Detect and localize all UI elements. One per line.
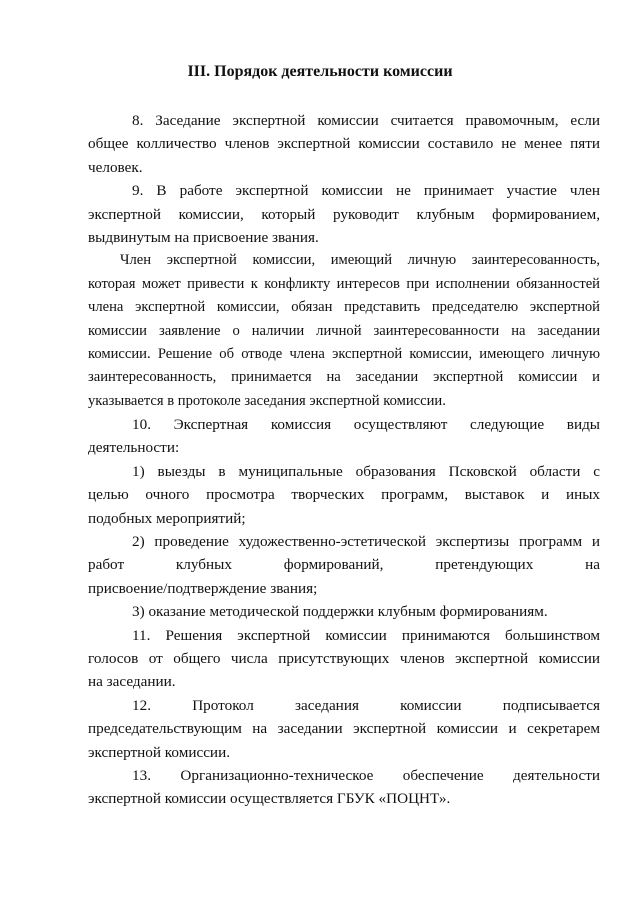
text-line: 12. Протокол заседания комиссии подписывается — [132, 696, 600, 714]
text-line: которая может привести к конфликту интересов при исполнении обязанностей — [88, 275, 600, 292]
text-line: 3) оказание методической поддержки клубным формированиям. — [132, 603, 548, 621]
text-line: 9. В работе экспертной комиссии не принимает участие член — [132, 182, 600, 200]
text-line: деятельности: — [88, 439, 180, 457]
text-line: присвоение/подтверждение звания; — [88, 579, 318, 597]
text-line: комиссии заявление о наличии личной заинтересованности на заседании — [88, 322, 600, 339]
text-line: целью очного просмотра творческих программ, выставок и иных — [88, 486, 600, 504]
text-line: 8. Заседание экспертной комиссии считается правомочным, если — [132, 112, 600, 129]
section-title: III. Порядок деятельности комиссии — [187, 63, 453, 80]
text-line: члена экспертной комиссии, обязан представить председателю экспертной — [88, 299, 600, 316]
text-line: экспертной комиссии, который руководит клубным формированием, — [88, 205, 600, 223]
text-line: 10. Экспертная комиссия осуществляют следующие виды — [132, 416, 600, 434]
text-line: подобных мероприятий; — [88, 509, 246, 527]
text-line: работ клубных формирований, претендующих на — [88, 556, 600, 574]
text-line: 11. Решения экспертной комиссии принимаются большинством — [132, 626, 600, 644]
text-line: на заседании. — [88, 673, 176, 691]
text-line: общее колличество членов экспертной комиссии составило не менее пяти — [88, 135, 600, 153]
text-line: Член экспертной комиссии, имеющий личную заинтересованность, — [120, 252, 600, 269]
text-line: указывается в протоколе заседания экспертной комиссии. — [88, 392, 446, 409]
text-line: экспертной комиссии. — [88, 743, 230, 761]
text-line: 2) проведение художественно-эстетической экспертизы программ и — [132, 533, 600, 551]
document-body — [88, 109, 600, 811]
text-line: заинтересованность, принимается на заседании экспертной комиссии и — [88, 369, 600, 386]
text-line: комиссии. Решение об отводе члена экспертной комиссии, имеющего личную — [88, 345, 600, 362]
text-line: председательствующим на заседании экспертной комиссии и секретарем — [88, 720, 600, 738]
text-line: экспертной комиссии осуществляется ГБУК «ПОЦНТ». — [88, 790, 451, 808]
text-line: 13. Организационно-техническое обеспечение деятельности — [132, 766, 600, 784]
text-line: выдвинутым на присвоение звания. — [88, 228, 319, 246]
text-line: человек. — [88, 158, 143, 176]
text-line: голосов от общего числа присутствующих членов экспертной комиссии — [88, 649, 600, 667]
text-line: 1) выезды в муниципальные образования Псковской области с — [132, 462, 600, 480]
